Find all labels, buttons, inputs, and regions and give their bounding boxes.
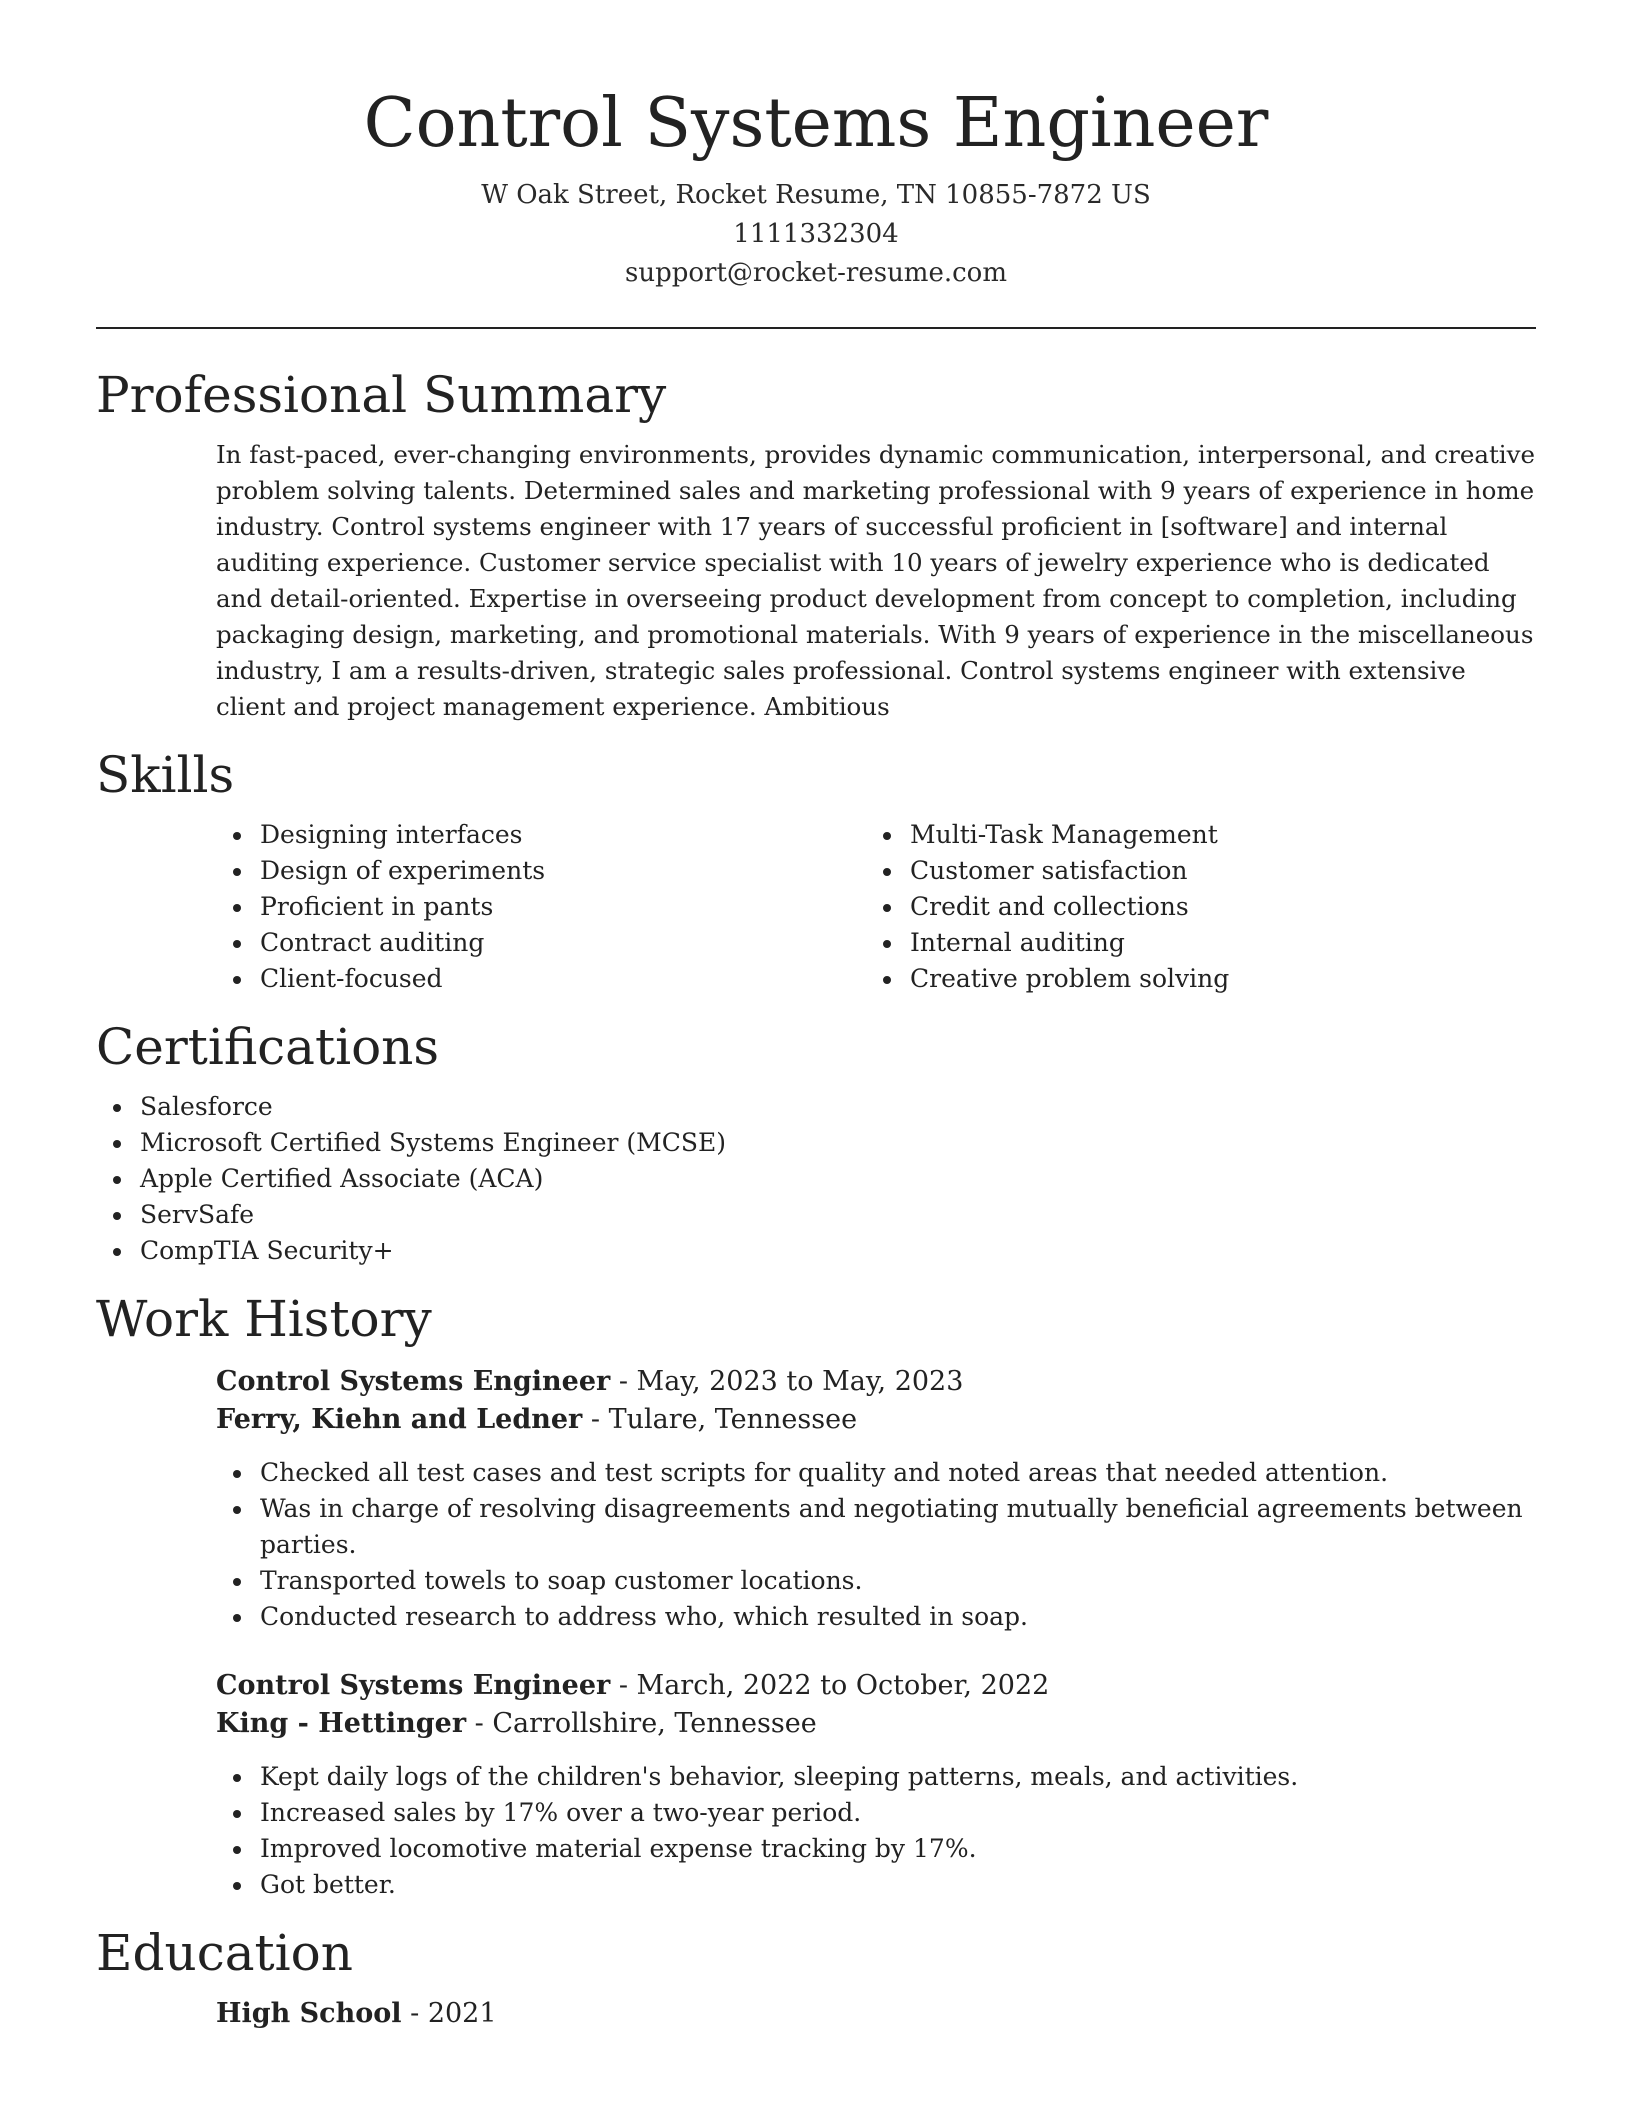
list-item: Checked all test cases and test scripts for quality and noted areas that needed attention. [260,1455,1536,1491]
certifications-heading: Certifications [96,1018,440,1076]
resume-header [96,0,1536,293]
job-title-line [216,1363,1536,1401]
job-role: Control Systems Engineer [216,1366,611,1397]
list-item: Transported towels to soap customer locations. [260,1563,1536,1599]
list-item: Designing interfaces [260,817,866,853]
list-item: ServSafe [140,1197,1536,1233]
list-item: Increased sales by 17% over a two-year period. [260,1795,1536,1831]
summary-section [96,365,1536,725]
job-company: Ferry, Kiehn and Ledner [216,1404,583,1435]
contact-address: W Oak Street, Rocket Resume, TN 10855-7872 US [481,180,1151,210]
education-degree: High School [216,1998,402,2029]
list-item: Internal auditing [910,925,1516,961]
list-item: CompTIA Security+ [140,1233,1536,1269]
skills-column-left [216,817,866,997]
page-title: Control Systems Engineer [363,84,1269,163]
summary-heading: Professional Summary [96,366,667,424]
resume-page [96,0,1536,2033]
list-item: Conducted research to address who, which resulted in soap. [260,1599,1536,1635]
list-item: Got better. [260,1867,1536,1903]
certifications-list [96,1089,1536,1269]
job-company-line [216,1401,1536,1439]
list-item: Creative problem solving [910,961,1516,997]
job-entry [216,1363,1536,1635]
job-dates: - May, 2023 to May, 2023 [610,1366,964,1397]
contact-email: support@rocket-resume.com [624,258,1007,288]
list-item: Microsoft Certified Systems Engineer (MCSE) [140,1125,1536,1161]
job-bullets [216,1455,1536,1635]
work-section [96,1289,1536,1903]
list-item: Customer satisfaction [910,853,1516,889]
education-entry [216,1995,1536,2033]
education-heading: Education [96,1924,353,1982]
summary-text: In fast-paced, ever-changing environments, provides dynamic communication, interpersonal, and creative problem solving talents. Determined sales and marketing professional with 9 years of experience in home industry. Control systems engineer with 17 years of successful proficient in [software] and internal auditing experience. Customer service specialist with 10 years of jewelry experience who is dedicated and detail-oriented. Expertise in overseeing product development from concept to completion, including packaging design, marketing, and promotional materials. With 9 years of experience in the miscellaneous industry, I am a results-driven, strategic sales professional. Control systems engineer with extensive client and project management experience. Ambitious [216,440,1535,721]
list-item: Apple Certified Associate (ACA) [140,1161,1536,1197]
list-item: Contract auditing [260,925,866,961]
header-divider [96,327,1536,329]
job-company: King - Hettinger [216,1708,467,1739]
work-heading: Work History [96,1290,432,1348]
education-section [96,1923,1536,2033]
job-entry [216,1667,1536,1903]
education-year: - 2021 [401,1998,497,2029]
skills-list-left [216,817,866,997]
contact-phone: 1111332304 [733,219,899,249]
skills-column-right [866,817,1516,997]
list-item: Credit and collections [910,889,1516,925]
contact-block [96,176,1536,293]
list-item: Improved locomotive material expense tracking by 17%. [260,1831,1536,1867]
skills-grid [216,817,1536,997]
list-item: Was in charge of resolving disagreements and negotiating mutually beneficial agreements between parties. [260,1491,1536,1563]
list-item: Kept daily logs of the children's behavior, sleeping patterns, meals, and activities. [260,1759,1536,1795]
job-title-line [216,1667,1536,1705]
job-dates: - March, 2022 to October, 2022 [610,1670,1050,1701]
list-item: Multi-Task Management [910,817,1516,853]
list-item: Salesforce [140,1089,1536,1125]
skills-list-right [866,817,1516,997]
skills-section [96,745,1536,997]
job-role: Control Systems Engineer [216,1670,611,1701]
job-location: - Tulare, Tennessee [582,1404,858,1435]
job-bullets [216,1759,1536,1903]
list-item: Client-focused [260,961,866,997]
certifications-section [96,1017,1536,1269]
skills-heading: Skills [96,746,235,804]
list-item: Design of experiments [260,853,866,889]
job-company-line [216,1705,1536,1743]
job-location: - Carrollshire, Tennessee [466,1708,817,1739]
list-item: Proficient in pants [260,889,866,925]
